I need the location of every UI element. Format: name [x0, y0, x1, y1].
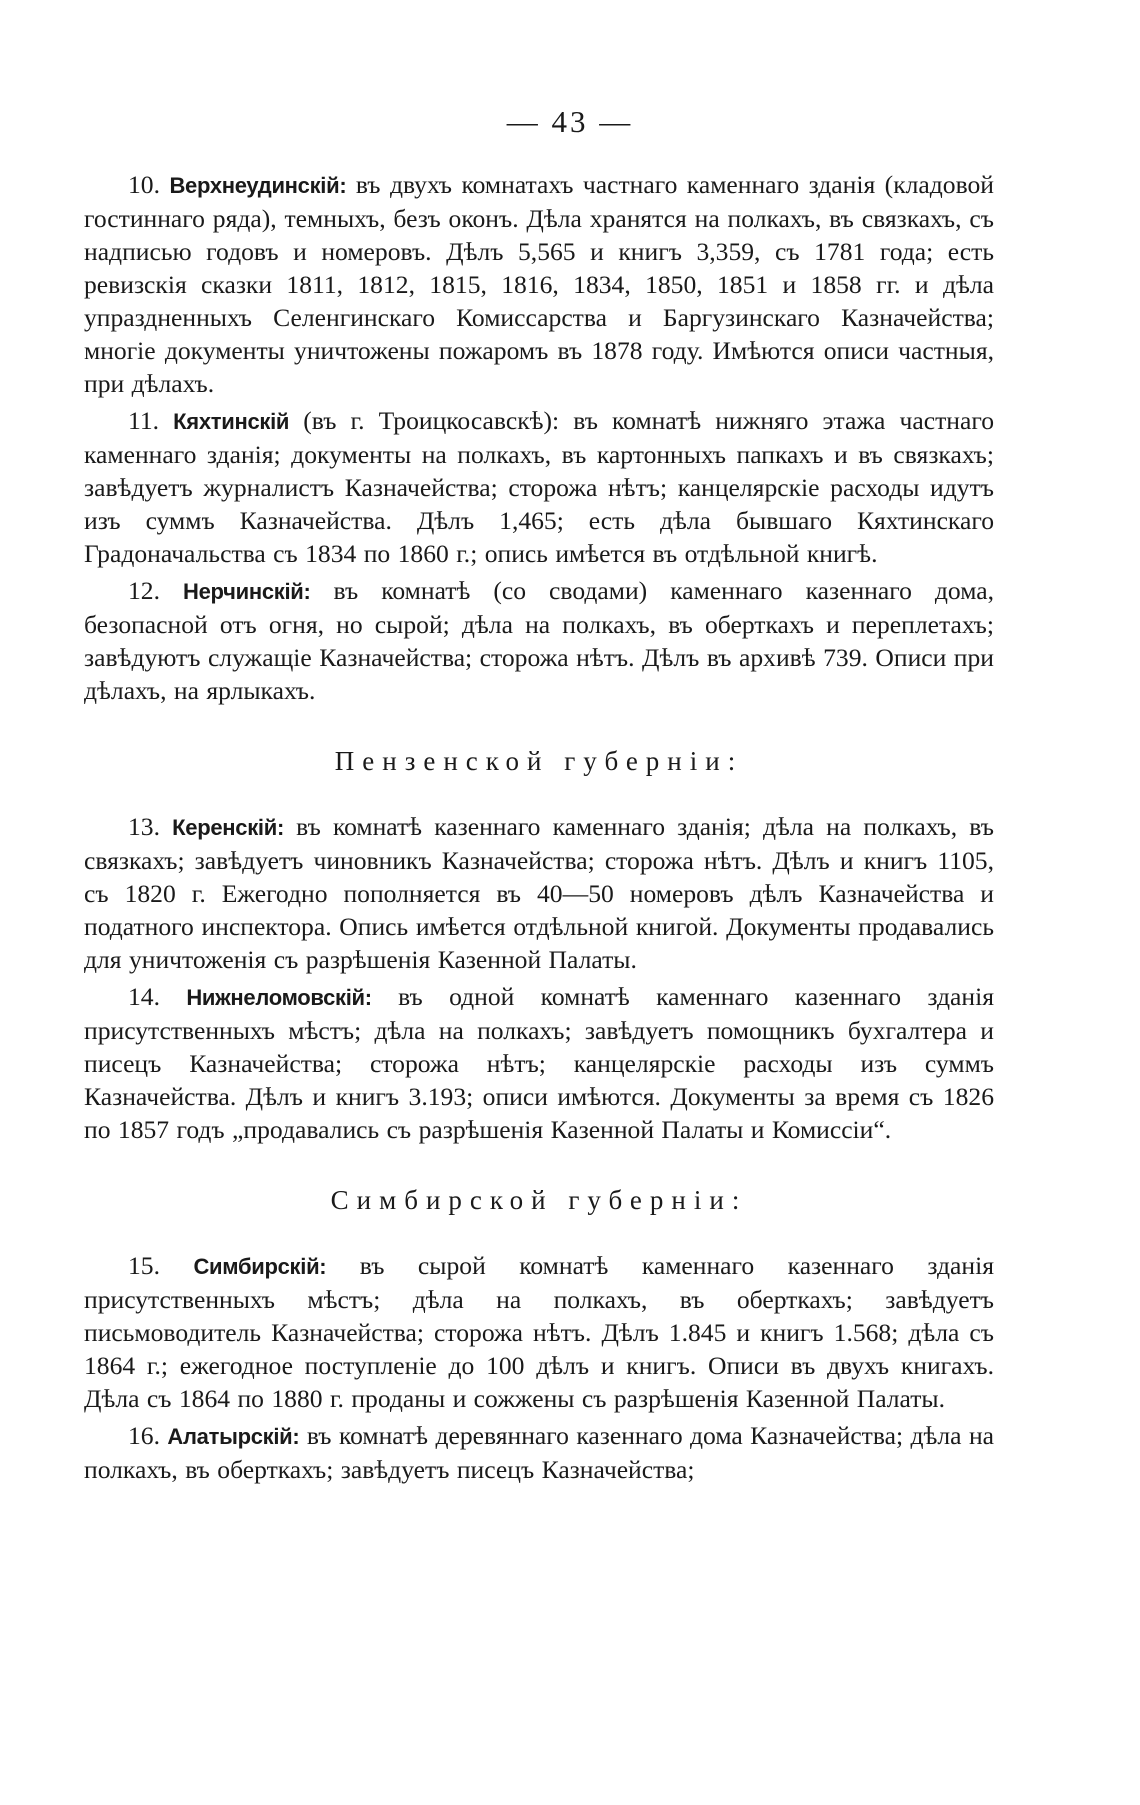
entry-number: 14. [128, 982, 160, 1011]
entry-14 [84, 980, 994, 1146]
entry-name: Симбирскій: [193, 1254, 327, 1279]
entry-text: въ одной комнатѣ каменнаго казеннаго зданія присутственныхъ мѣстъ; дѣла на полкахъ; завѣдуетъ помощникъ бухгалтера и писецъ Казначейства; сторожа нѣтъ; канцелярскіе расходы изъ суммъ Казначейства. Дѣлъ и книгъ 3.193; описи имѣются. Документы за время съ 1826 по 1857 годъ „продавались съ разрѣшенія Казенной Палаты и Комиссіи“. [84, 982, 994, 1144]
entry-10 [84, 168, 994, 400]
entry-16 [84, 1419, 994, 1486]
entry-name: Керенскій: [172, 815, 284, 840]
entry-15 [84, 1249, 994, 1415]
entry-name: Алатырскій: [167, 1424, 300, 1449]
entry-name: Нижнеломовскій: [186, 985, 372, 1010]
entry-number: 13. [128, 812, 160, 841]
entry-text: въ сырой комнатѣ каменнаго казеннаго зданія присутственныхъ мѣстъ; дѣла на полкахъ, въ оберткахъ; завѣдуетъ письмоводитель Казначейства; сторожа нѣтъ. Дѣлъ 1.845 и книгъ 1.568; дѣла съ 1864 г.; ежегодное поступленіе до 100 дѣлъ и книгъ. Описи въ двухъ книгахъ. Дѣла съ 1864 по 1880 г. проданы и сожжены съ разрѣшенія Казенной Палаты. [84, 1251, 995, 1413]
entry-text: въ комнатѣ (со сводами) каменнаго казеннаго дома, безопасной отъ огня, но сырой; дѣла на полкахъ, въ оберткахъ и переплетахъ; завѣдуютъ служащіе Казначейства; сторожа нѣтъ. Дѣлъ въ архивѣ 739. Описи при дѣлахъ, на ярлыкахъ. [84, 576, 994, 705]
entry-text: въ двухъ комнатахъ частнаго каменнаго зданія (кладовой гостиннаго ряда), темныхъ, безъ оконъ. Дѣла хранятся на полкахъ, въ связкахъ, съ надписью годовъ и номеровъ. Дѣлъ 5,565 и книгъ 3,359, съ 1781 года; есть ревизскія сказки 1811, 1812, 1815, 1816, 1834, 1850, 1851 и 1858 гг. и дѣла упраздненныхъ Селенгинскаго Комиссарства и Баргузинскаго Казначейства; многіе документы уничтожены пожаромъ въ 1878 году. Имѣются описи частныя, при дѣлахъ. [84, 170, 994, 398]
section-heading-penza: Пензенской губерніи: [334, 746, 744, 776]
entry-12 [84, 574, 994, 707]
entry-text: въ комнатѣ казеннаго каменнаго зданія; дѣла на полкахъ, въ связкахъ; завѣдуетъ чиновникъ Казначейства; сторожа нѣтъ. Дѣлъ и книгъ 1105, съ 1820 г. Ежегодно пополняется въ 40—50 номеровъ дѣлъ Казначейства и податного инспектора. Опись имѣется отдѣльной книгой. Документы продавались для уничтоженія съ разрѣшенія Казенной Палаты. [84, 812, 994, 974]
page-number: — 43 — [506, 104, 634, 139]
entry-name: Верхнеудинскій: [169, 173, 347, 198]
entry-number: 11. [128, 406, 160, 435]
text-column [84, 168, 994, 1490]
entry-name: Нерчинскій: [183, 579, 311, 604]
entry-text: (въ г. Троицкосавскѣ): въ комнатѣ нижняго этажа частнаго каменнаго зданія; документы на полкахъ, въ картонныхъ папкахъ и въ связкахъ; завѣдуетъ журналистъ Казначейства; сторожа нѣтъ; канцелярскіе расходы идутъ изъ суммъ Казначейства. Дѣлъ 1,465; есть дѣла бывшаго Кяхтинскаго Градоначальства съ 1834 по 1860 г.; опись имѣется въ отдѣльной книгѣ. [84, 406, 995, 568]
entry-name: Кяхтинскій [173, 409, 290, 434]
entry-number: 12. [128, 576, 160, 605]
entry-text: въ комнатѣ деревяннаго казеннаго дома Казначейства; дѣла на полкахъ, въ оберткахъ; завѣдуетъ писецъ Казначейства; [84, 1421, 995, 1484]
entry-11 [84, 404, 994, 570]
section-heading-simbirsk: Симбирской губерніи: [330, 1185, 748, 1215]
entry-number: 15. [128, 1251, 160, 1280]
entry-number: 16. [128, 1421, 160, 1450]
entry-number: 10. [128, 170, 160, 199]
entry-13 [84, 810, 994, 976]
